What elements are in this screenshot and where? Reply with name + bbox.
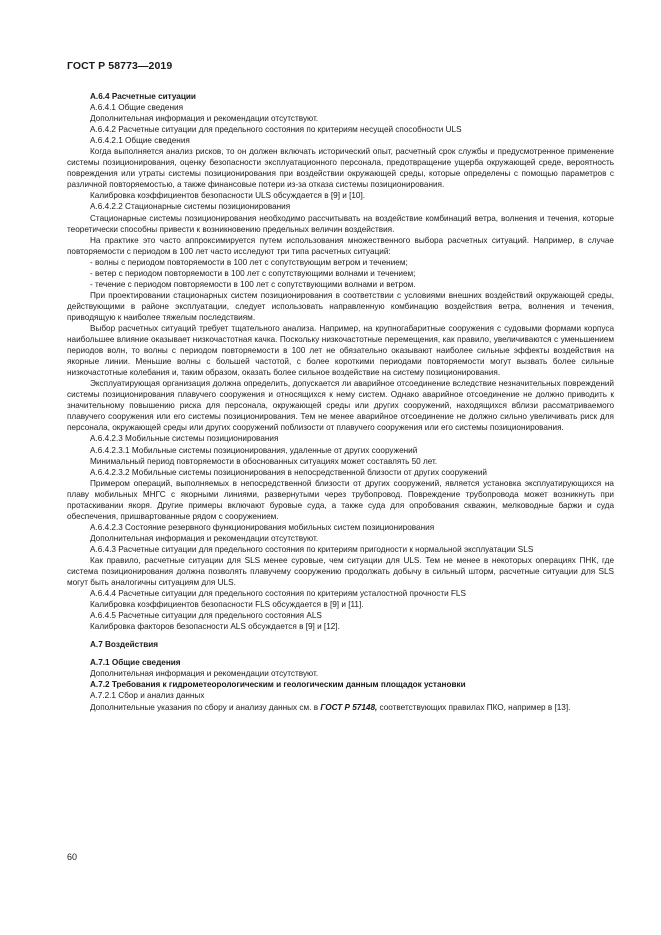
paragraph — [67, 702, 614, 713]
standard-reference: ГОСТ Р 57148, — [320, 702, 378, 712]
paragraph: Эксплуатирующая организация должна определить, допускается ли аварийное отсоединение вследствие незначительных повреждений системы позиционирования плавучего сооружения и относящихся к нему систем. Однако аварийное отсоединение не должно приводить к значительному повышению риска для персонала, окружающей среды или других сооружений, находящихся вблизи рассматриваемого плавучего сооружения или его системы позиционирования. Тем не менее аварийное отсоединение не должно сильно увеличивать риск для персонала, окружающей среды или других сооружений поблизости от плавучего сооружения или его системы позиционирования. — [67, 379, 614, 433]
paragraph: Примером операций, выполняемых в непосредственной близости от других сооружений, является установка эксплуатирующихся на плаву мобильных МНГС с якорными линиями, развернутыми через трубопровод. Повреждение трубопровода может возникнуть при протаскивании якоря. Другие примеры включают буровые суда, а также суда для опробования скважин, мелководные баржи и суда обеспечения, пришвартованные рядом с сооружением. — [67, 478, 614, 521]
section-heading: А.6.4 Расчетные ситуации — [90, 92, 196, 101]
list-item: - течение с периодом повторяемости в 100 лет с сопутствующими волнами и ветром. — [90, 279, 416, 289]
paragraph: Калибровка коэффициентов безопасности ULS обсуждается в [9] и [10]. — [90, 191, 366, 201]
section-heading: А.7 Воздействия — [90, 640, 159, 650]
standard-header: ГОСТ Р 58773—2019 — [67, 60, 173, 72]
subsection-heading: А.6.4.2.1 Общие сведения — [90, 136, 190, 146]
paragraph: При проектировании стационарных систем позиционирования в соответствии с условиями внешних воздействий окружающей среды, действующими в районе эксплуатации, следует использовать направленную комбинацию воздействия ветра, волнения и течения, приводящую к наиболее тяжелым последствиям. — [67, 290, 614, 322]
paragraph: Калибровка коэффициентов безопасности FLS обсуждается в [9] и [11]. — [90, 600, 364, 610]
paragraph: Когда выполняется анализ рисков, то он должен включать исторический опыт, расчетный срок службы и предусмотренное применение системы позиционирования, оценку безопасности эксплуатационного персонала, предотвращение ущерба окружающей среде, вероятность повреждения или утраты системы позиционирования при воздействии окружающей среды, которые определены с помощью параметров с различной повторяемостью, а также финансовые потери из-за отказа системы позиционирования. — [67, 147, 614, 190]
paragraph-text: соответствующих правилах ПКО, например в [13]. — [377, 702, 571, 712]
paragraph: Калибровка факторов безопасности ALS обсуждается в [9] и [12]. — [90, 622, 340, 632]
subsection-heading: А.7.1 Общие сведения — [90, 658, 181, 668]
page-number: 60 — [67, 852, 78, 862]
subsection-heading: А.6.4.2.3 Состояние резервного функционирования мобильных систем позиционирования — [90, 522, 435, 532]
subsection-heading: А.7.2 Требования к гидрометеорологическим и геологическим данным площадок установки — [90, 680, 466, 690]
subsection-heading: А.6.4.2.2 Стационарные системы позиционирования — [90, 202, 291, 212]
paragraph-text: Дополнительные указания по сбору и анализу данных см. в — [90, 702, 321, 712]
subsection-heading: А.6.4.5 Расчетные ситуации для предельного состояния ALS — [90, 611, 322, 621]
paragraph: На практике это часто аппроксимируется путем использования множественного выбора расчетных ситуаций. Например, в случае повторяемости с периодом в 100 лет часто исследуют три типа расчетных ситуаций: — [67, 235, 614, 256]
subsection-heading: А.6.4.4 Расчетные ситуации для предельного состояния по критериям усталостной прочности FLS — [90, 589, 466, 599]
paragraph: Как правило, расчетные ситуации для SLS менее суровые, чем ситуации для ULS. Тем не менее в некоторых операциях ПНК, где система позиционирования должна позволять плавучему сооружению продолжать добычу в сильный шторм, расчетные ситуации для SLS могут быть аналогичны ситуациям для ULS. — [67, 555, 614, 588]
subsection-heading: А.6.4.2.3 Мобильные системы позиционирования — [90, 434, 279, 444]
subsection-heading: А.6.4.3 Расчетные ситуации для предельного состояния по критериям пригодности к нормальной эксплуатации SLS — [90, 544, 534, 554]
paragraph: Дополнительная информация и рекомендации отсутствуют. — [90, 114, 319, 124]
list-item: - ветер с периодом повторяемости в 100 лет с сопутствующими волнами и течением; — [90, 268, 416, 278]
subsection-heading: А.6.4.2 Расчетные ситуации для предельного состояния по критериям несущей способности ULS — [90, 125, 462, 135]
paragraph: Стационарные системы позиционирования необходимо рассчитывать на воздействие комбинаций ветра, волнения и течения, которые теоретически способны привести к возникновению предельных величин воздействия. — [67, 213, 614, 234]
subsection-heading: А.6.4.2.3.2 Мобильные системы позиционирования в непосредственной близости от других сооружений — [90, 467, 487, 477]
paragraph: Выбор расчетных ситуаций требует тщательного анализа. Например, на крупногабаритные сооружения с судовыми формами корпуса наибольшее влияние оказывает низкочастотная качка. Поскольку низкочастотные перемещения, как правило, увеличиваются с уменьшением периодов волн, то волны с периодом повторяемости в 100 лет не обязательно оказывают наиболее сильные эффекты воздействия на якорные линии. Меньшие волны с большей частотой, с более короткими периодами повторяемости могут вызвать более сильные низкочастотные колебания и, таким образом, оказать более сильное воздействие на систему позиционирования. — [67, 323, 614, 378]
paragraph: Дополнительная информация и рекомендации отсутствуют. — [90, 669, 319, 679]
paragraph: Минимальный период повторяемости в обоснованных ситуациях может составлять 50 лет. — [90, 456, 438, 466]
subsection-heading: А.6.4.1 Общие сведения — [90, 103, 184, 113]
subsection-heading: А.6.4.2.3.1 Мобильные системы позиционирования, удаленные от других сооружений — [90, 445, 418, 455]
document-body — [67, 91, 614, 713]
subsection-heading: А.7.2.1 Сбор и анализ данных — [90, 691, 205, 701]
list-item: - волны с периодом повторяемости в 100 лет с сопутствующим ветром и течением; — [90, 257, 408, 267]
paragraph: Дополнительная информация и рекомендации отсутствуют. — [90, 533, 319, 543]
